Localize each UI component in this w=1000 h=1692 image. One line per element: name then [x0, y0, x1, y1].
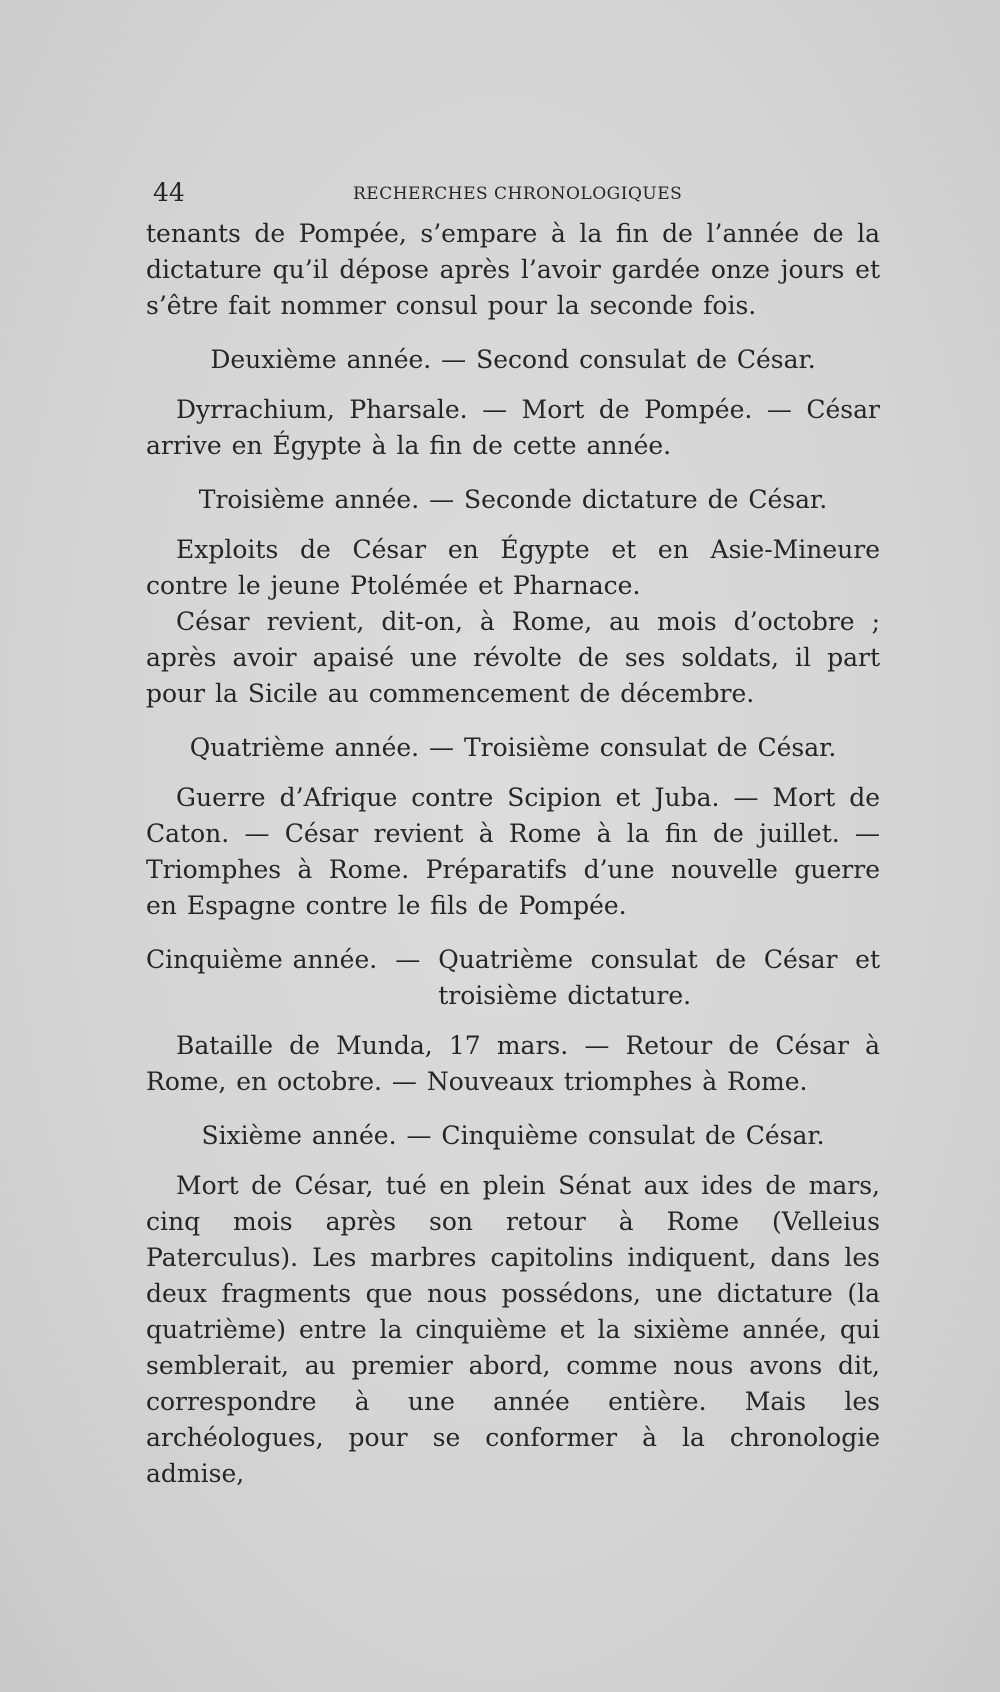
year-heading-detail: [438, 942, 880, 1014]
year-heading: Sixième année. — Cinquième consulat de César.: [201, 1121, 825, 1150]
running-head: RECHERCHES CHRONOLOGIQUES: [353, 184, 683, 204]
page-number: 44: [153, 178, 185, 207]
paragraph: tenants de Pompée, s’empare à la fin de l’année de la dictature qu’il dépose après l’avoir gardée onze jours et s’être fait nommer consul pour la seconde fois.: [146, 219, 880, 320]
paragraph: Bataille de Munda, 17 mars. — Retour de César à Rome, en octobre. — Nouveaux triomphes à Rome.: [146, 1031, 880, 1096]
paragraph: César revient, dit-on, à Rome, au mois d’octobre ; après avoir apaisé une révolte de ses soldats, il part pour la Sicile au commencement de décembre.: [146, 607, 880, 708]
paragraph: Exploits de César en Égypte et en Asie-Mineure contre le jeune Ptolémée et Pharnace.: [146, 535, 880, 600]
year-heading-dash: —: [395, 945, 421, 974]
year-heading: Quatrième année. — Troisième consulat de César.: [189, 733, 837, 762]
year-heading: Deuxième année. — Second consulat de César.: [210, 345, 816, 374]
year-heading-detail-line: troisième dictature.: [438, 981, 692, 1010]
paragraph: Guerre d’Afrique contre Scipion et Juba. — Mort de Caton. — César revient à Rome à la fin de juillet. — Triomphes à Rome. Préparatifs d’une nouvelle guerre en Espagne contre le fils de Pompée.: [146, 783, 880, 920]
page-header: [153, 178, 883, 212]
body-text: [146, 216, 880, 1492]
paragraph: Mort de César, tué en plein Sénat aux ides de mars, cinq mois après son retour à Rome (Velleius Paterculus). Les marbres capitolins indiquent, dans les deux fragments que nous possédons, une dictature (la quatrième) entre la cinquième et la sixième année, qui semblerait, au premier abord, comme nous avons dit, correspondre à une année entière. Mais les archéologues, pour se conformer à la chronologie admise,: [146, 1171, 880, 1488]
paragraph: Dyrrachium, Pharsale. — Mort de Pompée. — César arrive en Égypte à la fin de cette année.: [146, 395, 880, 460]
year-heading-detail-line: Quatrième consulat de César et: [438, 945, 880, 974]
year-heading-label: Cinquième année.: [146, 945, 378, 974]
year-heading: Troisième année. — Seconde dictature de César.: [198, 485, 828, 514]
year-heading: [146, 942, 880, 1014]
